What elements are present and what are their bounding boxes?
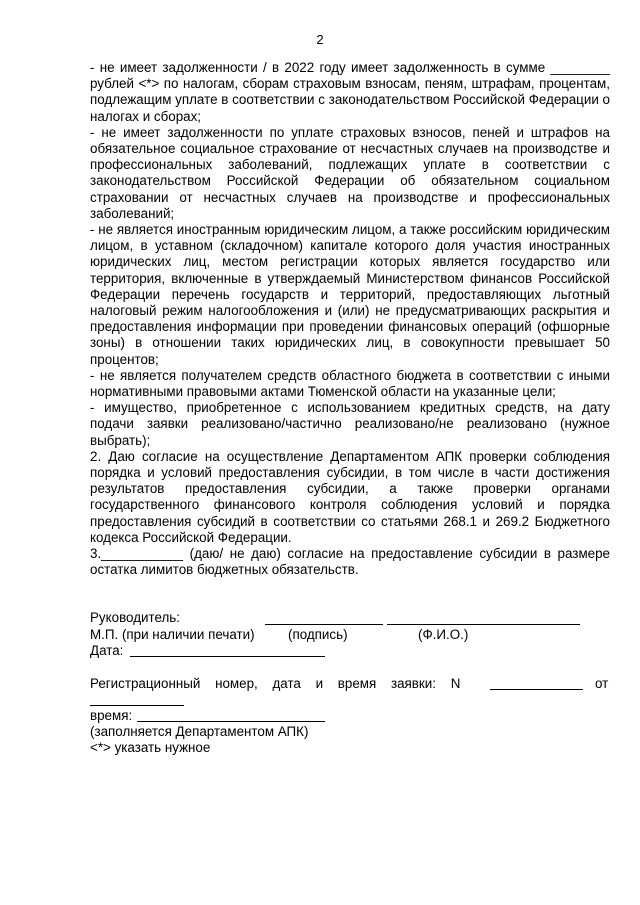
registration-label: Регистрационный номер, дата и время заявки: N [90, 676, 461, 691]
registration-from-label: от [595, 676, 609, 691]
page-number: 2 [316, 32, 324, 47]
fio-caption: (Ф.И.О.) [418, 627, 469, 642]
registration-number-line[interactable] [490, 689, 583, 690]
time-line[interactable] [137, 721, 325, 722]
registration-date-line[interactable] [90, 705, 184, 706]
paragraph-property: - имущество, приобретенное с использованием кредитных средств, на дату подачи заявки реализовано/частично реализовано/не реализовано (нужное выбрать); [90, 400, 610, 448]
date-label: Дата: [90, 643, 124, 658]
paragraph-foreign-entity: - не является иностранным юридическим лицом, а также российским юридическим лицом, в уставном (складочном) капитале которого доля участия иностранных юридических лиц, местом регистрации которых является государство или территория, включенные в утверждаемый Министерством финансов Российской Федерации перечень государств и территорий, предоставляющих льготный налоговый режим налогообложения и (или) не предусматривающих раскрытия и предоставления информации при проведении финансовых операций (офшорные зоны) в отношении таких юридических лиц, в совокупности превышает 50 процентов; [90, 222, 610, 367]
signature-line[interactable] [265, 624, 383, 625]
document-body [90, 60, 610, 579]
sign-caption: (подпись) [288, 627, 348, 642]
paragraph-debt-insurance: - не имеет задолженности по уплате страховых взносов, пеней и штрафов на обязательное социальное страхование от несчастных случаев на производстве и профессиональных заболеваний, подлежащих уплате в соответствии с законодательством Российской Федерации об обязательном социальном страховании от несчастных случаев на производстве и профессиональных заболеваний; [90, 124, 610, 221]
paragraph-consent-limits: 3.___________ (даю/ не даю) согласие на предоставление субсидии в размере остатка лимитов бюджетных обязательств. [90, 546, 610, 578]
date-line[interactable] [130, 656, 325, 657]
footnote: <*> указать нужное [90, 740, 211, 755]
head-label: Руководитель: [90, 610, 180, 625]
paragraph-debt-taxes: - не имеет задолженности / в 2022 году имеет задолженность в сумме ________ рублей <*> по налогам, сборам страховым взносам, пеням, штрафам, процентам, подлежащим уплате в соответствии с законодательством Российской Федерации о налогах и сборах; [90, 60, 610, 124]
registration-note: (заполняется Департаментом АПК) [90, 724, 309, 739]
time-label: время: [90, 708, 133, 723]
paragraph-budget-recipient: - не является получателем средств областного бюджета в соответствии с иными нормативными правовыми актами Тюменской области на указанные цели; [90, 367, 610, 400]
stamp-label: М.П. (при наличии печати) [90, 627, 255, 642]
paragraph-consent-audit: 2. Даю согласие на осуществление Департаментом АПК проверки соблюдения порядка и условий предоставления субсидии, в том числе в части достижения результатов предоставления субсидии, а также проверки органами государственного финансового контроля соблюдения условий и порядка предоставления субсидий в соответствии со статьями 268.1 и 269.2 Бюджетного кодекса Российской Федерации. [90, 448, 610, 545]
fio-line[interactable] [387, 624, 580, 625]
